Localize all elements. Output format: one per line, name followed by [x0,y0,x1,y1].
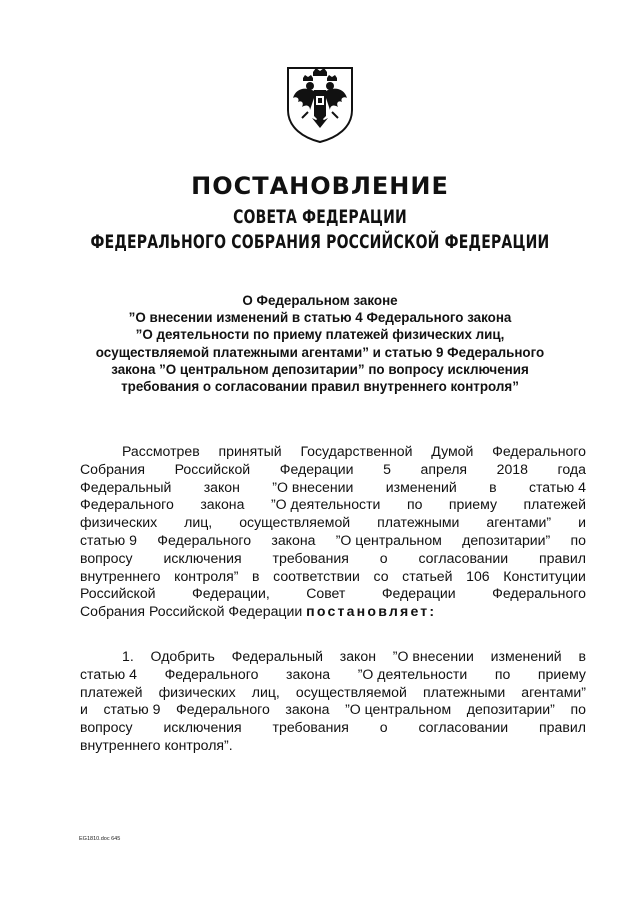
word: статью 9 [80,531,137,548]
text-line [80,568,586,586]
word: ”О центральном [335,531,442,548]
word: правил [539,719,586,736]
text-line [80,701,586,719]
word: физических [158,683,236,700]
word: ”О деятельности [270,496,381,513]
word: внутреннего [80,567,161,584]
word: о [379,719,388,736]
word: вопросу [80,549,133,566]
word: приему [448,496,497,513]
coat-of-arms-icon [280,62,360,144]
word: платежными [377,514,460,531]
preamble-paragraph [80,443,586,621]
word: Федерации [381,585,456,602]
word: и [578,514,586,531]
word: осуществляемой [239,514,351,531]
text-line [80,479,586,497]
word: закона [200,496,245,513]
word: исключения [163,719,242,736]
word: закона [271,531,316,548]
word: физических [80,514,158,531]
word: Федерального [492,585,586,602]
heading-line: закона ”О центральном депозитарии” по вопросу исключения [111,361,529,377]
document-code: EG1810.doc 645 [79,836,121,842]
decree-body [80,443,586,755]
word: Российской [174,460,251,477]
word: статью 4 [80,665,137,682]
word: Федеральный [80,478,172,495]
word: ”О деятельности [357,665,468,682]
word: Рассмотрев [122,443,200,459]
word: Федерального [157,531,252,548]
word: платежей [523,496,586,513]
text-line [80,532,586,550]
word: изменений [385,478,457,495]
word: Федеральный [231,647,323,664]
issuer-line-1: СОВЕТА ФЕДЕРАЦИИ [233,207,407,229]
word: 5 [383,460,391,477]
word: Федерального [492,443,586,459]
word: года [557,460,586,477]
word: Совет [306,585,346,602]
word: ”О внесении [392,647,474,664]
word: агентами” [521,683,586,700]
word: ”О внесении [272,478,354,495]
word: Федерального [164,665,259,682]
word: контроля” [174,567,239,584]
word: согласовании [418,549,509,566]
heading-line: ”О деятельности по приему платежей физических лиц, [135,327,505,343]
word: ”О центральном [345,701,452,718]
word: платежей [80,683,143,700]
word: Государственной [300,443,413,459]
word: правил [539,549,586,566]
word: депозитарии” [466,701,555,718]
word: 106 [466,567,490,584]
word: соответствии [273,567,360,584]
subject-heading [80,292,560,395]
word: Конституции [503,567,586,584]
word: по [406,496,423,513]
word: депозитарии” [462,531,551,548]
text-line [80,603,586,621]
text-line [80,666,586,684]
word: по [494,665,511,682]
word: Федерального [80,496,174,513]
word: закон [339,647,376,664]
text-line [80,737,586,755]
heading-line: требования о согласовании правил внутреннего контроля” [121,379,519,395]
issuer-line-2: ФЕДЕРАЛЬНОГО СОБРАНИЯ РОССИЙСКОЙ ФЕДЕРАЦИИ [90,232,550,254]
decision-paragraph [80,648,586,755]
text-line [80,648,586,666]
word: осуществляемой [295,683,407,700]
text-line [80,443,586,461]
text-line [80,550,586,568]
word: и [80,701,88,718]
word: исключения [163,549,242,566]
word: внутреннего контроля”. [80,736,233,753]
word: Собрания [80,460,146,477]
word: апреля [420,460,468,477]
word: Одобрить [150,647,215,664]
text-line [80,461,586,479]
word: приему [537,665,586,682]
word: статьей [402,567,453,584]
word: статью 4 [528,478,586,495]
text-line [80,514,586,532]
word: со [373,567,389,584]
word: требования [272,719,349,736]
word: о [379,549,388,566]
text-line [80,585,586,603]
word: по [570,531,586,548]
word: в [252,567,260,584]
word: агентами” [486,514,552,531]
word: Российской [80,585,156,602]
word: принятый [218,443,282,459]
word: в [578,647,586,664]
heading-line: осуществляемой платежными агентами” и статью 9 Федерального [95,344,545,360]
word: 2018 [496,460,528,477]
word: закона [285,701,330,718]
word: вопросу [80,719,133,736]
word: Федерации [279,460,354,477]
word: по [570,701,586,718]
text-line [80,496,586,514]
word: Собрания Российской Федерации [80,603,303,620]
word: 1. [122,647,134,664]
heading-line: О Федеральном законе [242,293,398,308]
word: лиц, [251,683,280,700]
word: изменений [490,647,562,664]
text-line [80,719,586,737]
word: закона [286,665,331,682]
word: требования [272,549,349,566]
word: Федерации, [192,585,270,602]
word: лиц, [184,514,213,531]
word: закон [203,478,240,495]
document-title: ПОСТАНОВЛЕНИЕ [191,172,449,200]
word: в [489,478,497,495]
text-line [80,684,586,702]
decree-word: постановляет: [306,603,437,620]
word: Федерального [176,701,270,718]
word: Думой [431,443,474,459]
word: статью 9 [103,701,161,718]
word: согласовании [418,719,509,736]
word: платежными [422,683,506,700]
heading-line: ”О внесении изменений в статью 4 Федерального закона [128,310,512,326]
